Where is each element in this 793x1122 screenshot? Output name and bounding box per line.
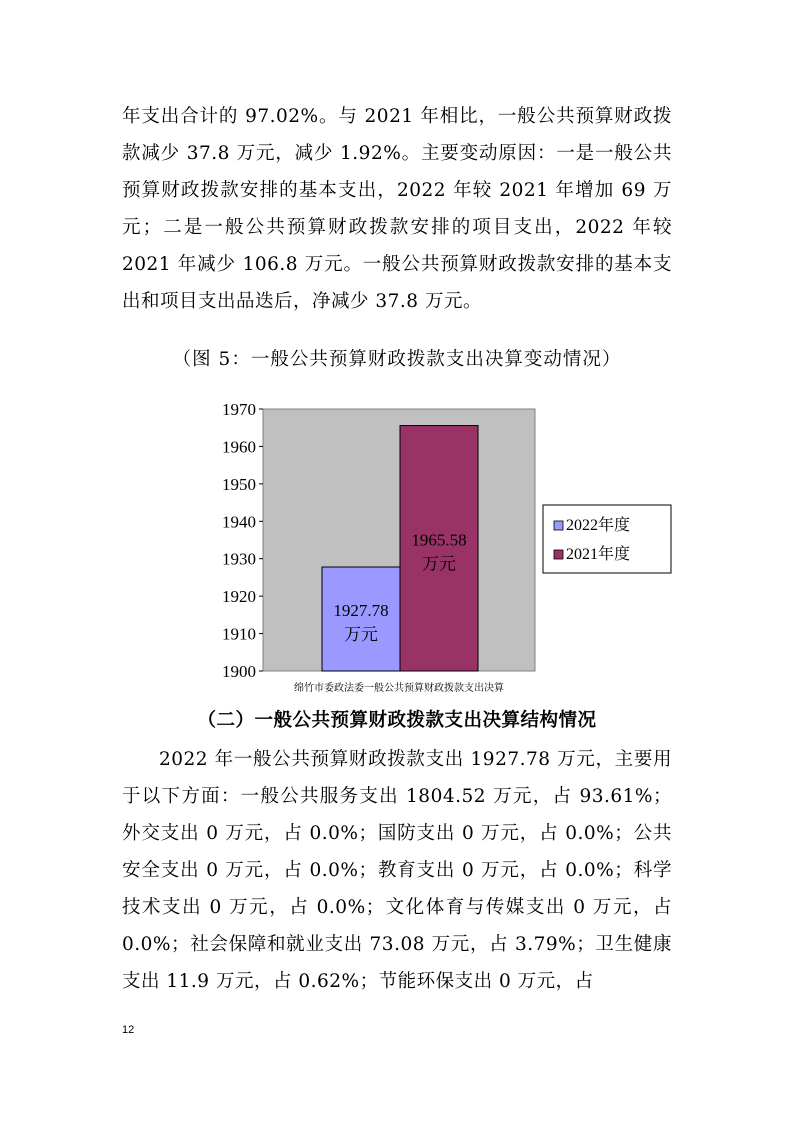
y-tick-label: 1920 <box>222 587 256 607</box>
y-tick-label: 1960 <box>222 437 256 457</box>
bar-data-label-unit: 万元 <box>422 554 456 574</box>
body-paragraph-bottom: 2022 年一般公共预算财政拨款支出 1927.78 万元，主要用于以下方面：一般公共服务支出 1804.52 万元，占 93.61%；外交支出 0 万元，占 0.0%；国防支出 0 万元，占 0.0%；公共安全支出 0 万元，占 0.0%；教育支出 0 万元，占 0.0%；科学技术支出 0 万元，占 0.0%；文化体育与传媒支出 0 万元，占 0.0%；社会保障和就业支出 73.08 万元，占 3.79%；卫生健康支出 11.9 万元，占 0.62%；节能环保支出 0 万元，占 <box>122 749 672 992</box>
bar-data-label-unit: 万元 <box>344 625 378 645</box>
section-heading: （二）一般公共预算财政拨款支出决算结构情况 <box>197 710 597 731</box>
y-tick-label: 1900 <box>222 662 256 681</box>
figure-caption: （图 5：一般公共预算财政拨款支出决算变动情况） <box>172 349 622 370</box>
legend-swatch-2022 <box>554 521 563 530</box>
legend-label-2021: 2021年度 <box>566 546 631 563</box>
bar-data-label-value: 1927.78 <box>333 601 389 621</box>
bar-chart <box>190 393 690 698</box>
legend-swatch-2021 <box>554 550 563 559</box>
page-number: 12 <box>122 1024 135 1036</box>
y-tick-label: 1910 <box>222 624 256 644</box>
legend <box>543 505 671 573</box>
y-tick-label: 1950 <box>222 474 256 494</box>
y-tick-label: 1940 <box>222 512 256 532</box>
body-paragraph-top: 年支出合计的 97.02%。与 2021 年相比，一般公共预算财政拨款减少 37.8 万元，减少 1.92%。主要变动原因：一是一般公共预算财政拨款安排的基本支出，2022 年较 2021 年增加 69 万元；二是一般公共预算财政拨款安排的项目支出，2022 年较 2021 年减少 106.8 万元。一般公共预算财政拨款安排的基本支出和项目支出品迭后，净减少 37.8 万元。 <box>122 106 672 312</box>
y-tick-label: 1930 <box>222 549 256 569</box>
y-tick-label: 1970 <box>222 400 256 419</box>
bar-data-label-value: 1965.58 <box>411 530 467 550</box>
x-axis-label: 绵竹市委政法委一般公共预算财政拨款支出决算 <box>294 683 504 694</box>
legend-label-2022: 2022年度 <box>566 517 631 534</box>
y-axis-ticks <box>222 400 263 681</box>
